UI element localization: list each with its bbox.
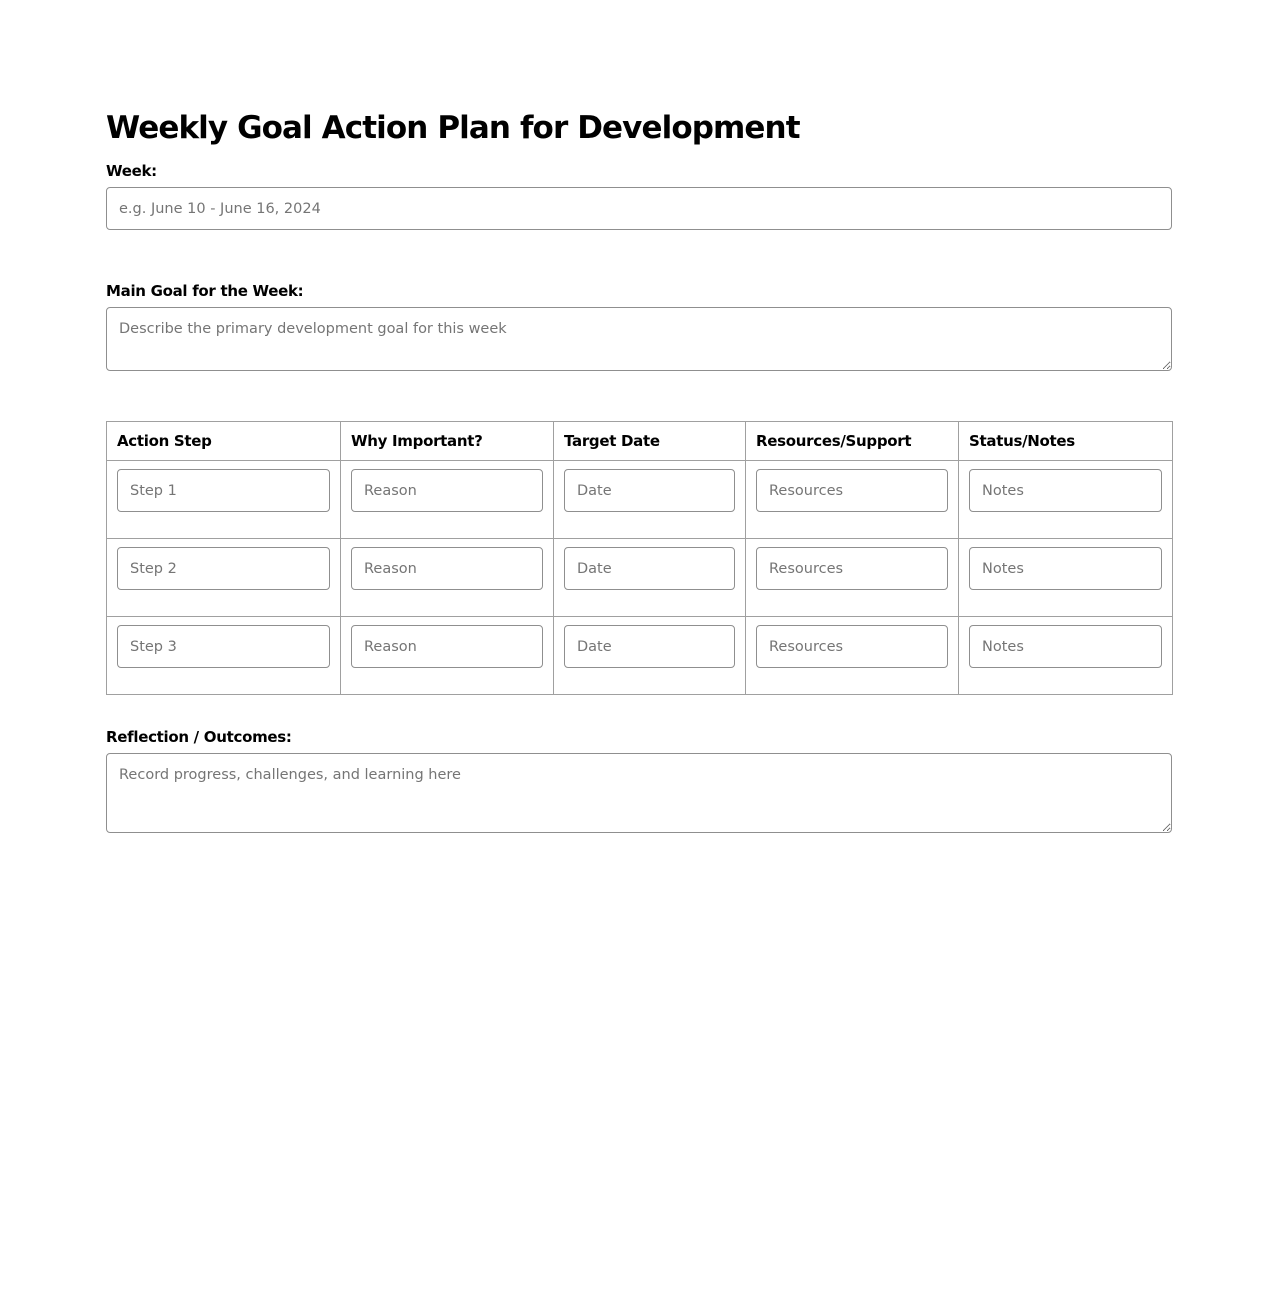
reflection-textarea[interactable]	[106, 753, 1172, 833]
notes-3-input[interactable]	[969, 625, 1162, 668]
week-label: Week:	[106, 162, 157, 180]
date-3-input[interactable]	[564, 625, 735, 668]
week-input[interactable]	[106, 187, 1172, 230]
header-action-step: Action Step	[107, 422, 341, 461]
resources-1-input[interactable]	[756, 469, 948, 512]
reason-3-input[interactable]	[351, 625, 543, 668]
date-1-input[interactable]	[564, 469, 735, 512]
header-why-important: Why Important?	[341, 422, 554, 461]
resources-3-input[interactable]	[756, 625, 948, 668]
action-steps-table	[106, 421, 1173, 695]
page-title: Weekly Goal Action Plan for Development	[106, 110, 800, 146]
main-goal-label: Main Goal for the Week:	[106, 282, 304, 300]
table-row	[107, 539, 1173, 617]
date-2-input[interactable]	[564, 547, 735, 590]
main-goal-textarea[interactable]	[106, 307, 1172, 371]
table-row	[107, 617, 1173, 695]
header-status-notes: Status/Notes	[959, 422, 1173, 461]
table-header-row	[107, 422, 1173, 461]
header-resources-support: Resources/Support	[746, 422, 959, 461]
header-target-date: Target Date	[554, 422, 746, 461]
step-2-input[interactable]	[117, 547, 330, 590]
resources-2-input[interactable]	[756, 547, 948, 590]
step-1-input[interactable]	[117, 469, 330, 512]
notes-2-input[interactable]	[969, 547, 1162, 590]
step-3-input[interactable]	[117, 625, 330, 668]
notes-1-input[interactable]	[969, 469, 1162, 512]
table-row	[107, 461, 1173, 539]
reflection-label: Reflection / Outcomes:	[106, 728, 292, 746]
reason-1-input[interactable]	[351, 469, 543, 512]
reason-2-input[interactable]	[351, 547, 543, 590]
